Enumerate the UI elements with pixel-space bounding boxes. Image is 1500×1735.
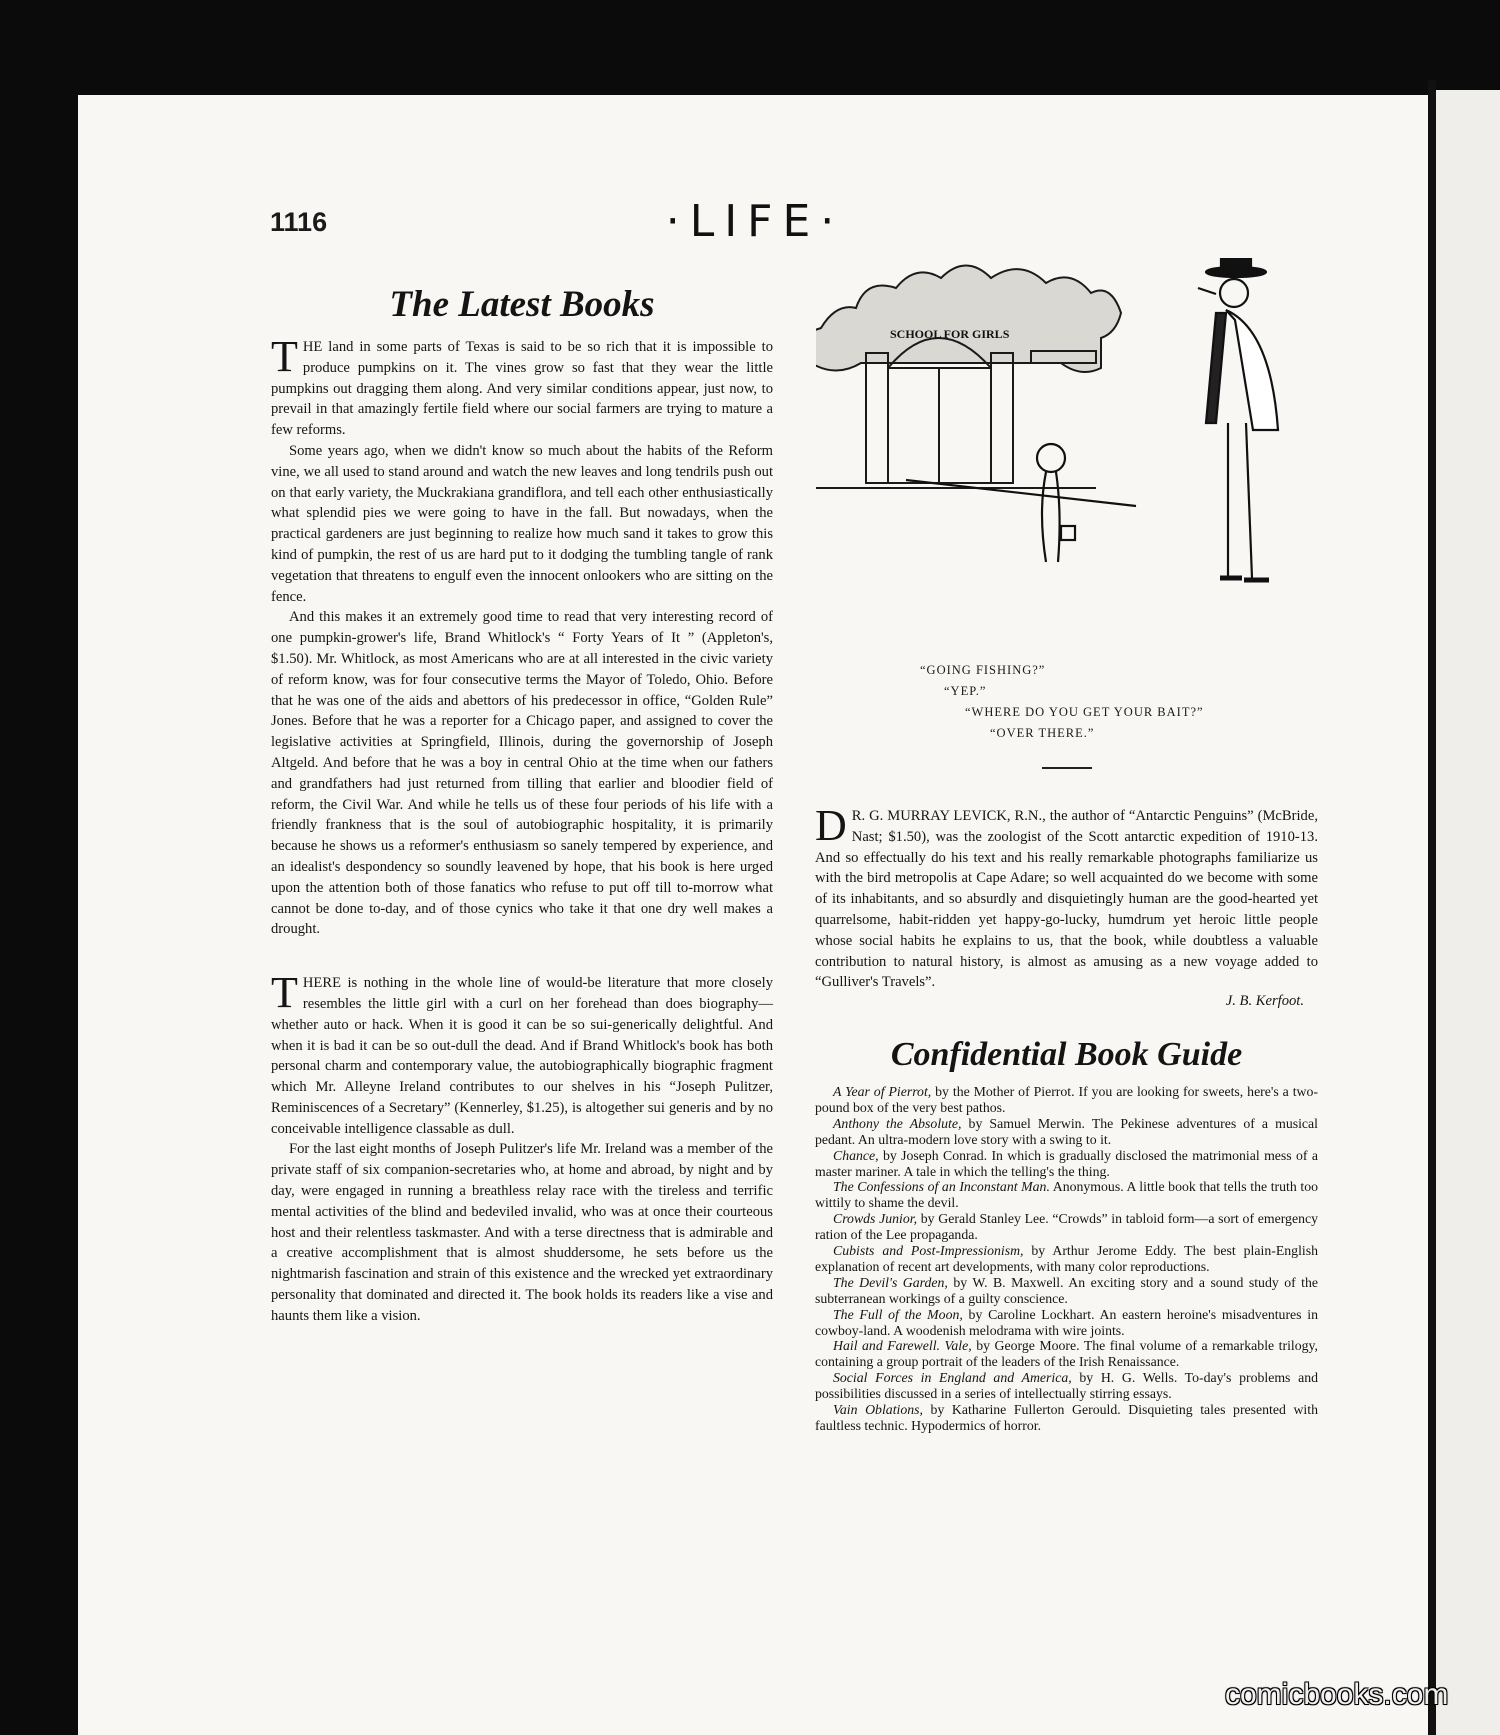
guide-entry	[815, 1148, 1318, 1180]
guide-entry-text: Anonymous. A little book that tells the truth too wittily to shame the devil.	[815, 1179, 1318, 1211]
guide-entry-text: by H. G. Wells. To-day's problems and possibilities discussed in a series of intellectually stirring essays.	[815, 1370, 1318, 1402]
drop-cap: T	[271, 332, 298, 381]
guide-entry-title: Cubists and Post-Impressionism,	[833, 1243, 1024, 1259]
page-gutter-shadow	[1428, 80, 1436, 1735]
guide-entry-text: by Gerald Stanley Lee. “Crowds” in tabloid form—a sort of emergency ration of the Lee propaganda.	[815, 1211, 1319, 1243]
paragraph-4	[271, 968, 773, 1139]
guide-title: Confidential Book Guide	[890, 1035, 1243, 1073]
guide-entry-text: by Samuel Merwin. The Pekinese adventures of a musical pedant. An ultra-modern love story with a swing to it.	[815, 1115, 1318, 1147]
drop-cap: D	[815, 801, 847, 850]
guide-entry-title: Vain Oblations,	[833, 1402, 923, 1418]
next-page-edge	[1436, 90, 1500, 1735]
guide-entry	[815, 1211, 1318, 1243]
guide-entry-text: by Arthur Jerome Eddy. The best plain-English explanation of recent art developments, with many color reproductions.	[815, 1243, 1318, 1274]
paragraph-1-text: HE land in some parts of Texas is said to be so rich that it is impossible to produce pumpkins on it. The vines grow so fast that they wear the little pumpkins out dragging them along. And very similar conditions appear, just now, to prevail in that amazingly fertile field where our social farmers are trying to mature a few reforms.	[271, 339, 773, 439]
guide-entry-text: by George Moore. The final volume of a remarkable trilogy, containing a group portrait of the leaders of the Irish Renaissance.	[815, 1338, 1319, 1370]
levick-paragraph-text: R. G. MURRAY LEVICK, R.N., the author of “Antarctic Penguins” (McBride, Nast; $1.50), was the zoologist of the Scott antarctic expedition of 1910-13. And so effectually do his text and his really remarkable photographs familiarize us with the bird metropolis at Cape Adare; so well acquainted do we become with some of its inhabitants, and so absurdly and disquietingly human are the good-hearted yet quarrelsome, habit-ridden yet happy-go-lucky, humdrum yet heroic little people whose social habits he explains to us, that the book, while doubtless a valuable contribution to natural history, is almost as amusing as a new voyage added to “Gulliver's Travels”.	[815, 808, 1318, 991]
right-column	[815, 801, 1319, 1434]
guide-entry-text: by Joseph Conrad. In which is gradually disclosed the matrimonial mess of a master mariner. A tale in which the telling's the thing.	[815, 1147, 1318, 1179]
guide-entry-title: The Confessions of an Inconstant Man.	[833, 1179, 1050, 1195]
guide-entry-title: Chance,	[833, 1147, 879, 1163]
guide-entry	[815, 1275, 1318, 1307]
watermark: comicbooks.com	[1225, 1678, 1449, 1711]
left-column	[271, 283, 773, 1327]
book-guide-list	[815, 1084, 1318, 1434]
guide-entry-text: by Katharine Fullerton Gerould. Disquieting tales presented with faultless technic. Hypodermics of horror.	[815, 1402, 1319, 1433]
guide-entry-title: Hail and Farewell. Vale,	[833, 1338, 972, 1354]
guide-entry	[815, 1338, 1318, 1370]
paragraph-2: Some years ago, when we didn't know so much about the habits of the Reform vine, we all used to stand around and watch the new leaves and long tendrils push out on that early variety, the Muckrakiana grandiflora, and tell each other enthusiastically what splendid pies we were going to have in the fall. But nowadays, when the practical gardeners are just beginning to realize how much sand it takes to grow this kind of pumpkin, the rest of us are hard put to it dodging the tumbling tangle of rank vegetation that threatens to engulf even the innocent onlookers who are sitting on the fence.	[271, 442, 773, 605]
caption-line-3: “WHERE DO YOU GET YOUR BAIT?”	[965, 705, 1204, 719]
guide-entry-title: Anthony the Absolute,	[833, 1115, 962, 1131]
guide-entry-title: The Devil's Garden,	[833, 1274, 948, 1290]
guide-entry	[815, 1307, 1318, 1339]
drop-cap: T	[271, 968, 298, 1018]
guide-entry	[815, 1402, 1318, 1434]
caption-line-1: “GOING FISHING?”	[920, 663, 1046, 677]
guide-entry-text: by the Mother of Pierrot. If you are looking for sweets, here's a two-pound box of the very best pathos.	[815, 1083, 1318, 1115]
page-number: 1116	[270, 207, 328, 237]
paragraph-1	[271, 332, 773, 441]
cartoon-illustration	[816, 258, 1336, 658]
caption-line-4: “OVER THERE.”	[990, 726, 1095, 740]
guide-entry-text: by Caroline Lockhart. An eastern heroine's misadventures in cowboy-land. A woodenish melodrama with wire joints.	[815, 1306, 1319, 1338]
caption-line-2: “YEP.”	[944, 684, 987, 698]
author-signature: J. B. Kerfoot.	[1225, 993, 1304, 1010]
guide-entry-title: Social Forces in England and America,	[833, 1370, 1072, 1386]
section-gap	[271, 940, 773, 973]
paragraph-4-text: HERE is nothing in the whole line of would-be literature that more closely resembles the little girl with a curl on her forehead than does biography—whether auto or hack. When it is good it can be so sui-generically delightful. And when it is bad it can be so out-dull the dead. And if Brand Whitlock's book has both personal charm and contemporary value, the autobiographically biographic fragment which Mr. Alleyne Ireland contributes to our shelves in his “Joseph Pulitzer, Reminiscences of a Secretary” (Kennerley, $1.25), is altogether sui generis and by no conceivable intelligence classable as dull.	[271, 975, 773, 1137]
gate-sign: SCHOOL FOR GIRLS	[890, 327, 1010, 341]
paragraph-5: For the last eight months of Joseph Pulitzer's life Mr. Ireland was a member of the private staff of six companion-secretaries who, at home and abroad, by night and by day, were engaged in running a breathless relay race with the tireless and terrific mental activities of the blind and bedeviled invalid, who was at once their courteous host and their relentless taskmaster. And with a terse directness that is admirable and a creative accomplishment that is almost shuddersome, he sets before us the nightmarish fascination and strain of this existence and the wrecked yet extraordinary personality that dominated and directed it. The book holds its readers like a vise and haunts them like a vision.	[271, 1141, 773, 1324]
guide-entry	[815, 1370, 1318, 1402]
guide-entry	[815, 1243, 1318, 1275]
caption-rule	[1042, 767, 1092, 769]
guide-entry-title: Crowds Junior,	[833, 1211, 918, 1227]
paragraph-3: And this makes it an extremely good time to read that very interesting record of one pumpkin-grower's life, Brand Whitlock's “ Forty Years of It ” (Appleton's, $1.50). Mr. Whitlock, as most Americans who are at all interested in the civic variety of reform know, was for four consecutive terms the Mayor of Toledo, Ohio. Before that he was one of the aids and abettors of his predecessor in office, “Golden Rule” Jones. Before that he was a reporter for a Chicago paper, and assigned to cover the legislative activities at Springfield, Illinois, during the governorship of Joseph Altgeld. And before that he was a boy in central Ohio at the time when our fathers and grandfathers had just returned from tilling that earlier and bloodier field of reform, the Civil War. And while he tells us of these four periods of his life with a friendly frankness that is the soul of autobiographic hospitality, it is primarily because he shows us a reformer's enthusiasm so sanely tempered by experience, and an idealist's despondency so soundly leavened by hope, that his book is here urged upon the attention both of those fanatics who refuse to put off till to-morrow what cannot be done to-day, and of those cynics who take it that one dry well makes a drought.	[271, 609, 773, 938]
levick-paragraph	[815, 801, 1318, 993]
guide-entry	[815, 1179, 1318, 1211]
article-title: The Latest Books	[389, 284, 655, 325]
guide-entry	[815, 1084, 1318, 1116]
guide-entry-text: by W. B. Maxwell. An exciting story and a sound study of the subterranean workings of a guilty conscience.	[815, 1274, 1318, 1306]
guide-entry	[815, 1116, 1318, 1148]
guide-entry-title: A Year of Pierrot,	[833, 1083, 932, 1099]
masthead: ·LIFE·	[665, 196, 845, 247]
guide-entry-title: The Full of the Moon,	[833, 1306, 963, 1322]
